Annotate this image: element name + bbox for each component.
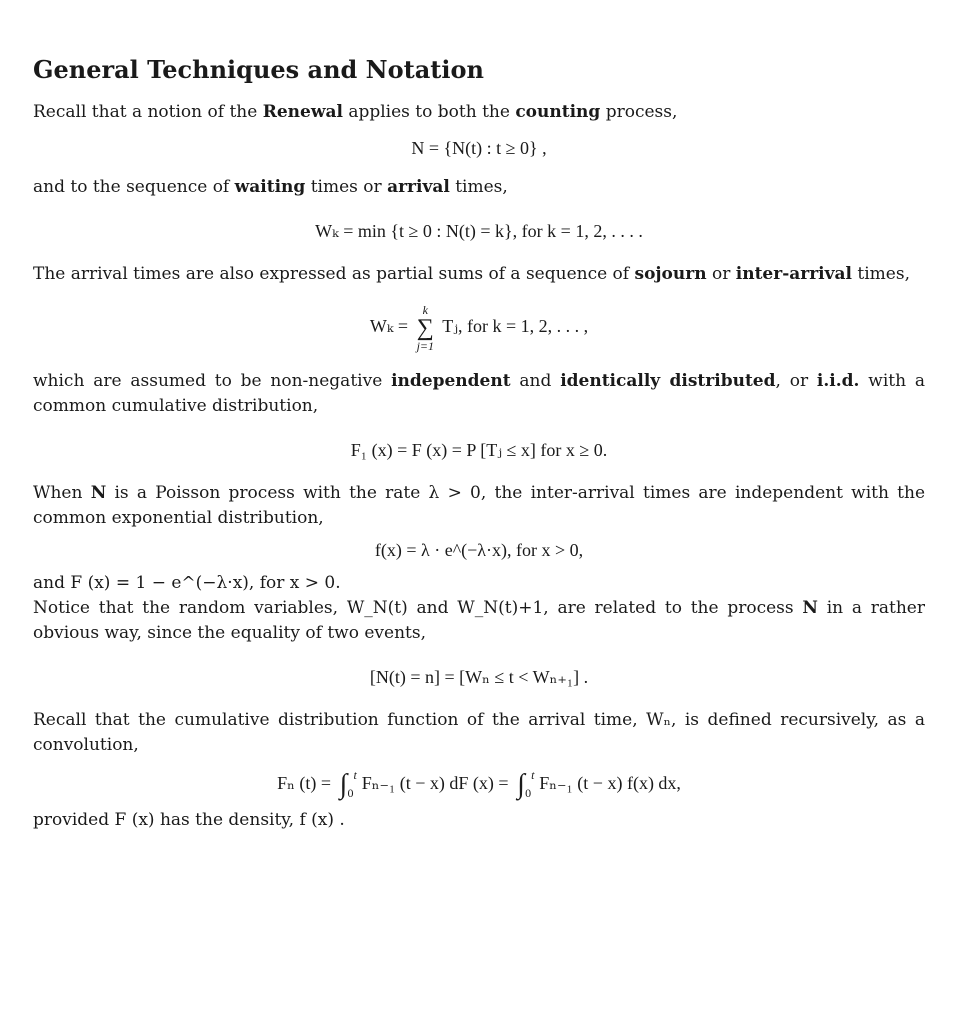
equation-common-distribution: F₁ (x) = F (x) = P [Tⱼ ≤ x] for x ≥ 0.: [350, 440, 608, 460]
equation-convolution: [33, 767, 925, 800]
sum-lower-limit: j=1: [416, 339, 435, 353]
sum-upper-limit: k: [422, 303, 428, 317]
paragraph-3: The arrival times are also expressed as partial sums of a sequence of sojourn or inter-arrival times,: [33, 264, 910, 284]
paragraph-2: and to the sequence of waiting times or arrival times,: [33, 177, 508, 197]
eq7-mid: Fₙ₋₁ (t − x) dF (x) =: [361, 773, 509, 793]
eq7-lhs: Fₙ (t) =: [277, 773, 332, 793]
integral-symbol: ∫ t 0: [340, 772, 348, 798]
int2-upper-limit: t: [531, 767, 535, 782]
eq7-rhs: Fₙ₋₁ (t − x) f(x) dx,: [539, 773, 681, 793]
equation-partial-sums: [33, 303, 925, 353]
int-upper-limit: t: [353, 767, 357, 782]
int-lower-limit: 0: [347, 785, 354, 800]
paragraph-4: which are assumed to be non-negative independent and identically distributed, or i.i.d. with a common cumulative distribution,: [33, 371, 926, 416]
paragraph-6a: and F (x) = 1 − e^(−λ·x), for x > 0.: [33, 573, 341, 593]
document-page: [33, 50, 925, 833]
section-title: General Techniques and Notation: [33, 55, 484, 84]
equation-event-equality: [N(t) = n] = [Wₙ ≤ t < Wₙ₊₁] .: [369, 667, 589, 687]
int2-lower-limit: 0: [525, 785, 532, 800]
eq3-lhs: Wₖ =: [369, 316, 409, 337]
equation-arrival-times: Wₖ = min {t ≥ 0 : N(t) = k}, for k = 1, 2, . . . .: [315, 221, 643, 241]
sigma-icon: ∑: [416, 315, 434, 341]
summation-symbol: [417, 303, 434, 353]
paragraph-7: Recall that the cumulative distribution function of the arrival time, Wₙ, is defined recursively, as a convolution,: [33, 710, 925, 755]
paragraph-6b: Notice that the random variables, W_N(t) and W_N(t)+1, are related to the process N in a rather obvious way, since the equality of two events,: [33, 598, 925, 643]
equation-counting-process: N = {N(t) : t ≥ 0} ,: [411, 138, 547, 158]
paragraph-1: Recall that a notion of the Renewal applies to both the counting process,: [33, 102, 678, 122]
equation-exponential-density: f(x) = λ · e^(−λ·x), for x > 0,: [374, 540, 584, 560]
paragraph-5: When N is a Poisson process with the rate λ > 0, the inter-arrival times are independent with the common exponential distribution,: [33, 483, 926, 528]
eq3-rhs: Tⱼ, for k = 1, 2, . . . ,: [442, 316, 589, 337]
integral-symbol-2: ∫ t 0: [517, 772, 525, 798]
paragraph-8: provided F (x) has the density, f (x) .: [33, 809, 345, 830]
